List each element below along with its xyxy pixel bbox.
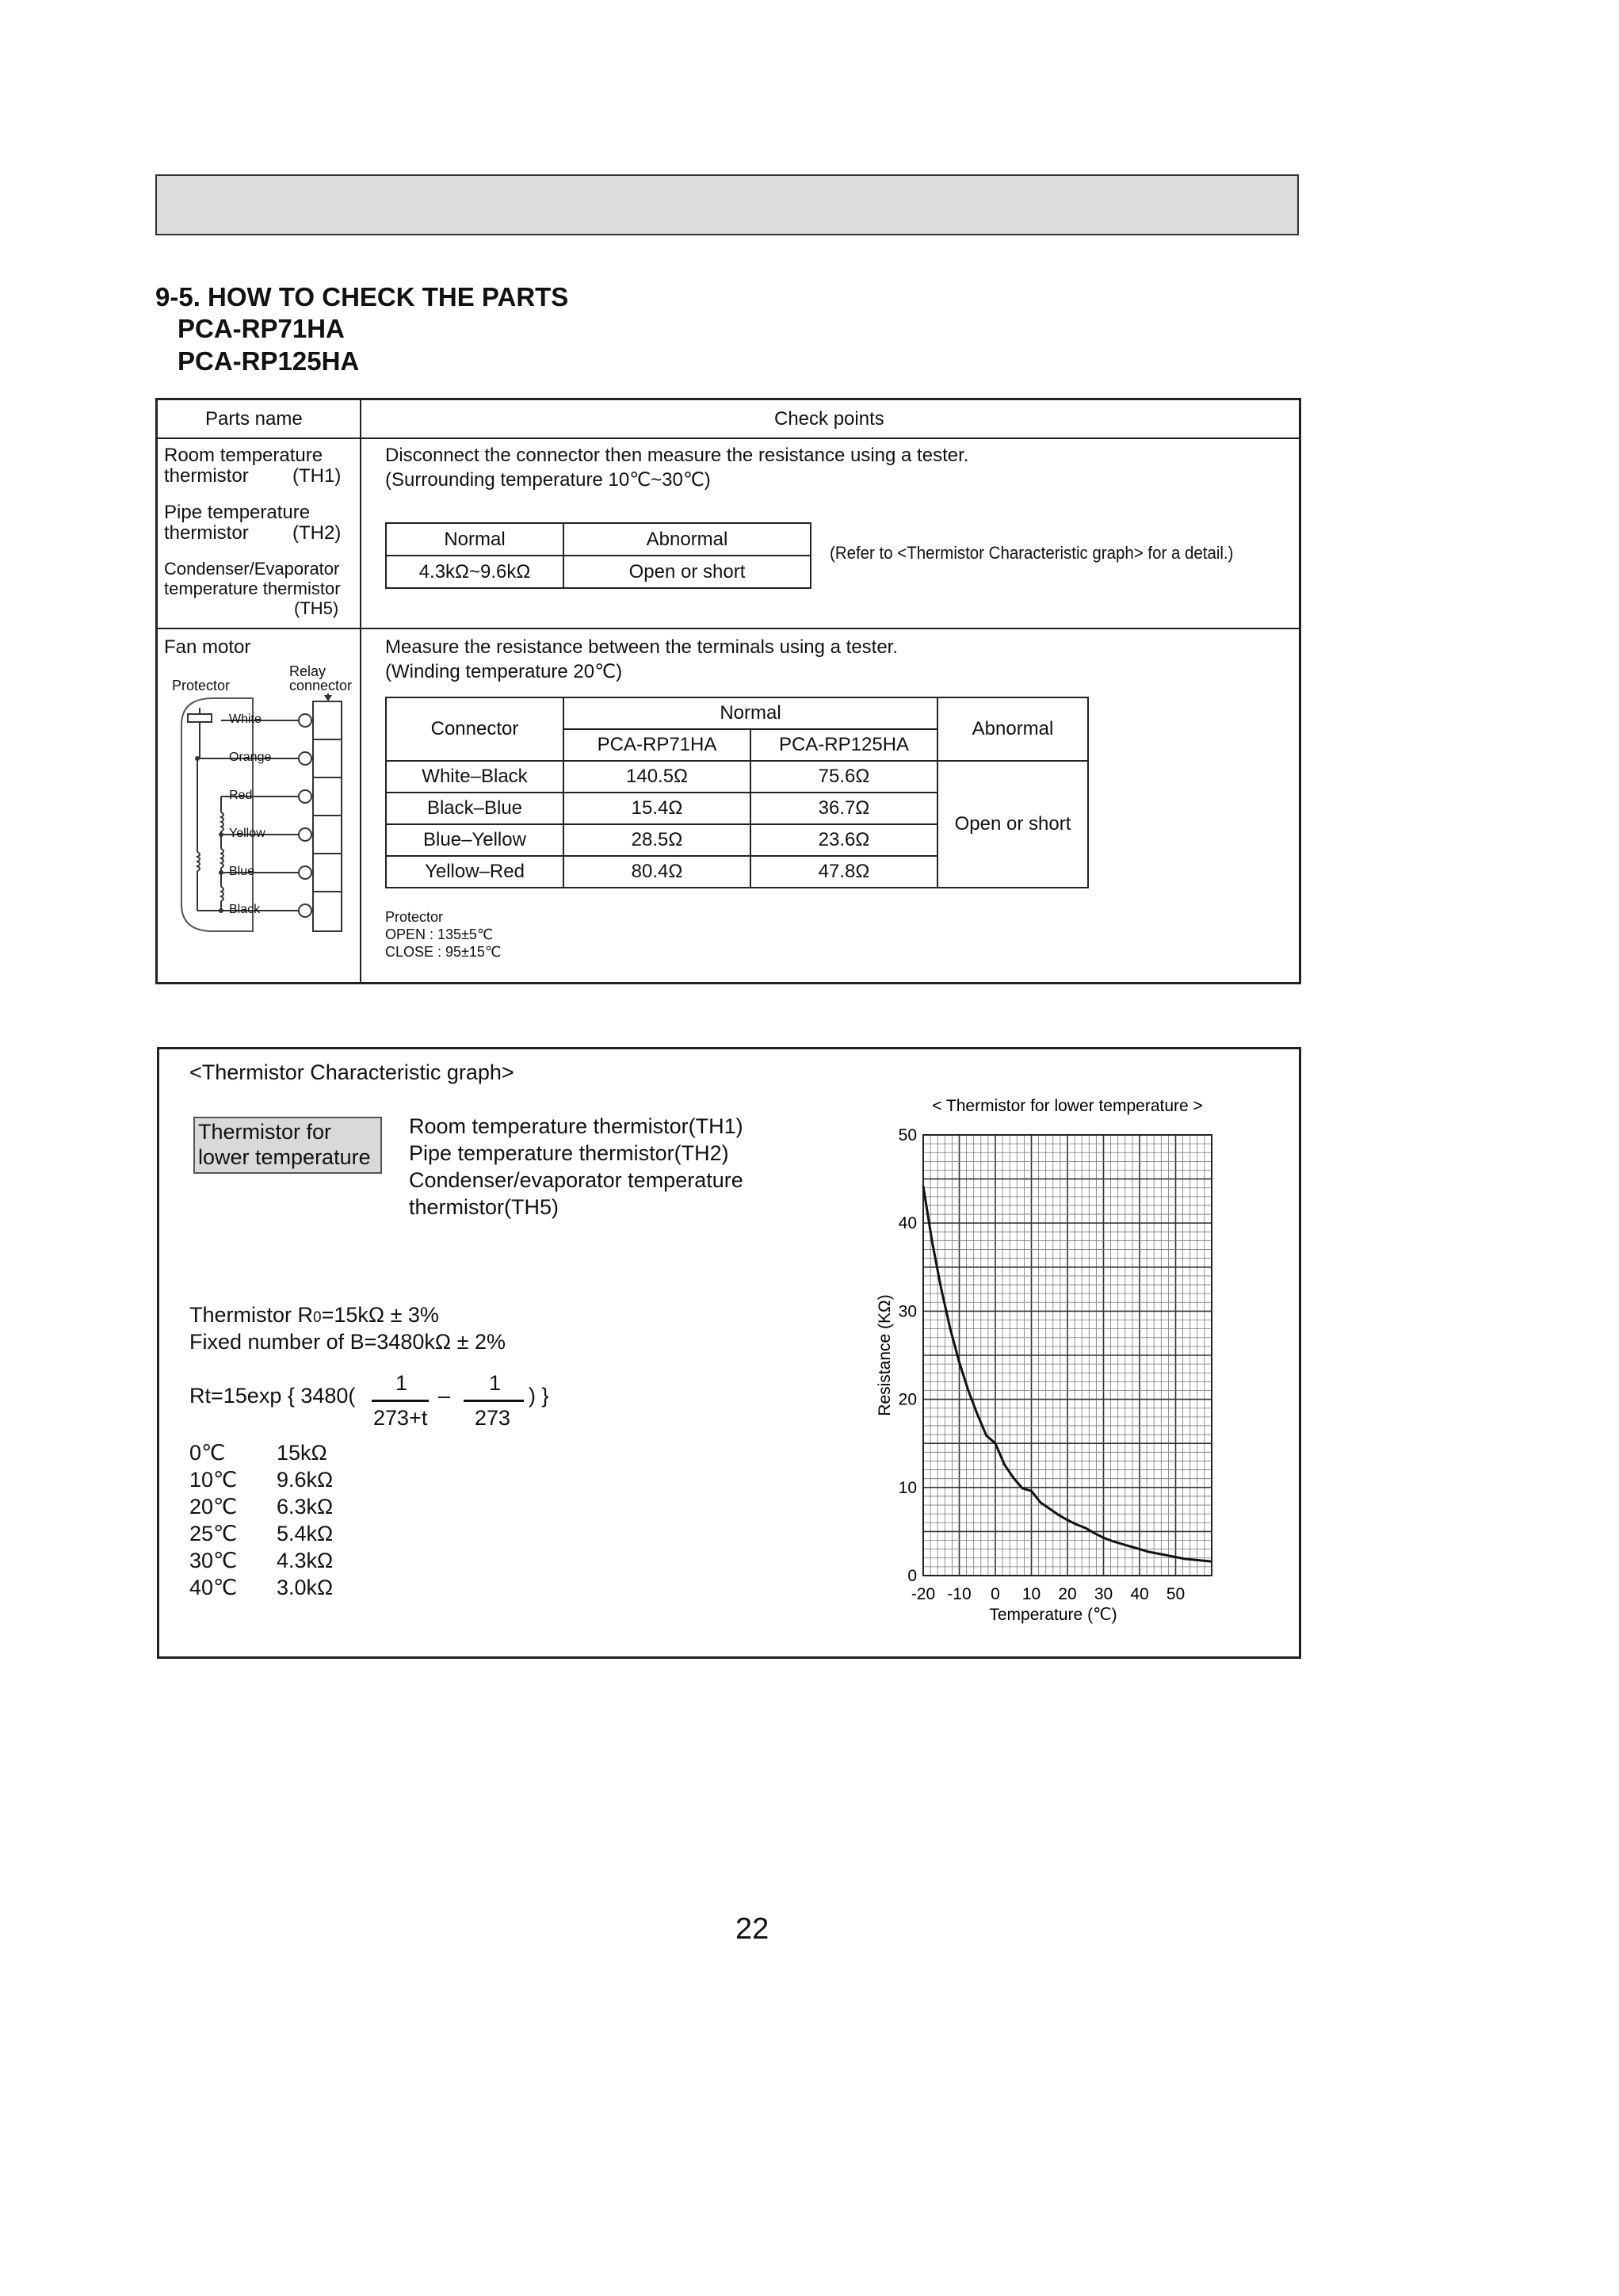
tag-line-1: Thermistor for [198, 1120, 332, 1144]
r0-spec [189, 1303, 439, 1328]
th5-name-line2: temperature thermistor [164, 579, 341, 598]
formula-den-1: 273+t [373, 1406, 428, 1430]
fan-row-value-b: 75.6Ω [750, 761, 937, 793]
fraction-bar-1 [372, 1400, 429, 1402]
tag-line-2: lower temperature [198, 1145, 371, 1169]
x-tick-label: -10 [947, 1585, 972, 1603]
protector-note-title: Protector [385, 909, 444, 925]
fan-motor-name: Fan motor [164, 636, 251, 658]
thermistor-refer-note: (Refer to <Thermistor Characteristic graph> for a detail.) [830, 543, 1234, 563]
formula-suffix: ) } [529, 1384, 549, 1408]
x-tick-label: 40 [1130, 1585, 1149, 1603]
y-tick-label: 50 [898, 1126, 917, 1144]
fan-row-connector: Blue–Yellow [386, 824, 563, 856]
fan-row-value-b: 23.6Ω [750, 824, 937, 856]
protector-close: CLOSE : 95±15℃ [385, 944, 502, 960]
protector-open: OPEN : 135±5℃ [385, 926, 494, 942]
fan-row-value-a: 140.5Ω [563, 761, 750, 793]
th5-code: (TH5) [294, 598, 339, 618]
fan-abnormal-header: Abnormal [937, 697, 1088, 761]
y-tick-label: 30 [898, 1302, 917, 1321]
value-temp: 30℃ [189, 1549, 238, 1572]
value-res: 15kΩ [277, 1441, 327, 1465]
fan-row-connector: Yellow–Red [386, 856, 563, 888]
thermistor-instruction: Disconnect the connector then measure the resistance using a tester. [385, 445, 969, 466]
fan-row-value-b: 36.7Ω [750, 793, 937, 824]
fan-motor-resistance-table [385, 697, 1089, 888]
fan-abnormal-value: Open or short [937, 761, 1088, 888]
th2-code: (TH2) [292, 522, 342, 544]
th2-name-line2: thermistor [164, 522, 249, 544]
fan-row-connector: Black–Blue [386, 793, 563, 824]
value-res: 3.0kΩ [277, 1576, 334, 1599]
thermistor-type-tag [193, 1117, 382, 1174]
x-tick-label: -20 [911, 1585, 936, 1603]
section-heading: 9-5. HOW TO CHECK THE PARTS [155, 282, 569, 311]
fraction-bar-2 [464, 1400, 524, 1402]
formula-num-1: 1 [395, 1371, 408, 1395]
th2-name-line1: Pipe temperature [164, 502, 311, 523]
y-tick-label: 0 [907, 1567, 917, 1585]
wire-label-yellow: Yellow [229, 827, 265, 840]
th5-name-line1: Condenser/Evaporator [164, 559, 340, 579]
relay-label-1: Relay [289, 663, 326, 679]
wire-label-orange: Orange [229, 751, 272, 764]
y-tick-label: 40 [898, 1214, 917, 1233]
fan-motor-wiring-diagram [166, 693, 356, 947]
x-tick-label: 20 [1058, 1585, 1077, 1603]
wire-label-white: White [229, 712, 262, 726]
th-normal-header: Normal [386, 523, 563, 556]
r0-suffix: =15kΩ ± 3% [321, 1303, 439, 1327]
x-tick-label: 0 [991, 1585, 1000, 1603]
applies-line-3: Condenser/evaporator temperature [409, 1168, 743, 1192]
formula-den-2: 273 [475, 1406, 511, 1430]
value-res: 9.6kΩ [277, 1468, 334, 1492]
value-res: 5.4kΩ [277, 1522, 334, 1545]
x-tick-label: 10 [1021, 1585, 1041, 1603]
model-name-1: PCA-RP71HA [178, 314, 345, 343]
protector-label: Protector [172, 678, 231, 693]
fan-row-value-a: 15.4Ω [563, 793, 750, 824]
th-normal-value: 4.3kΩ~9.6kΩ [386, 556, 563, 588]
wire-label-black: Black [229, 903, 261, 916]
applies-line-1: Room temperature thermistor(TH1) [409, 1114, 743, 1138]
value-temp: 25℃ [189, 1522, 238, 1545]
fan-connector-header: Connector [386, 697, 563, 761]
parts-check-table [155, 398, 1301, 984]
x-tick-label: 50 [1166, 1585, 1186, 1603]
applies-line-4: thermistor(TH5) [409, 1195, 559, 1219]
fan-row-value-a: 28.5Ω [563, 824, 750, 856]
formula-num-2: 1 [489, 1371, 502, 1395]
col-header-parts-name: Parts name [205, 408, 303, 430]
graph-section-title: <Thermistor Characteristic graph> [189, 1060, 514, 1084]
page-number: 22 [735, 1912, 769, 1946]
y-tick-label: 20 [898, 1390, 917, 1409]
thermistor-characteristic-chart [873, 1081, 1285, 1652]
th1-name-line2: thermistor [164, 465, 249, 487]
fan-normal-header: Normal [563, 697, 937, 729]
x-tick-label: 30 [1094, 1585, 1113, 1603]
value-temp: 10℃ [189, 1468, 238, 1492]
wire-label-blue: Blue [229, 865, 255, 878]
fan-row-connector: White–Black [386, 761, 563, 793]
header-bar [155, 174, 1299, 235]
col-header-check-points: Check points [774, 408, 884, 430]
chart-title: < Thermistor for lower temperature > [932, 1097, 1203, 1115]
r0-subscript: 0 [313, 1309, 322, 1326]
th-abnormal-header: Abnormal [563, 523, 811, 556]
thermistor-resistance-table [385, 522, 811, 589]
thermistor-condition: (Surrounding temperature 10℃~30℃) [385, 469, 711, 491]
r0-prefix: Thermistor R [189, 1303, 314, 1327]
wire-label-red: Red [229, 789, 253, 802]
x-axis-label: Temperature (℃) [989, 1606, 1117, 1624]
formula-minus: – [438, 1384, 451, 1408]
model-name-2: PCA-RP125HA [178, 346, 360, 376]
fan-row-value-b: 47.8Ω [750, 856, 937, 888]
th-abnormal-value: Open or short [563, 556, 811, 588]
value-temp: 0℃ [189, 1441, 226, 1465]
value-res: 6.3kΩ [277, 1495, 334, 1519]
fan-row-value-a: 80.4Ω [563, 856, 750, 888]
th1-name-line1: Room temperature [164, 445, 323, 466]
fan-instruction: Measure the resistance between the terminals using a tester. [385, 636, 899, 658]
value-temp: 20℃ [189, 1495, 238, 1519]
relay-label-2: connector [289, 678, 353, 693]
value-res: 4.3kΩ [277, 1549, 334, 1572]
fan-condition: (Winding temperature 20℃) [385, 661, 623, 682]
fan-model-a-header: PCA-RP71HA [563, 729, 750, 761]
th1-code: (TH1) [292, 465, 342, 487]
applies-line-2: Pipe temperature thermistor(TH2) [409, 1141, 729, 1165]
y-tick-label: 10 [898, 1478, 917, 1497]
fan-model-b-header: PCA-RP125HA [750, 729, 937, 761]
y-axis-label: Resistance (KΩ) [876, 1294, 894, 1416]
value-temp: 40℃ [189, 1576, 238, 1599]
b-constant-spec: Fixed number of B=3480kΩ ± 2% [189, 1330, 506, 1354]
formula-prefix: Rt=15exp { 3480( [189, 1384, 356, 1408]
